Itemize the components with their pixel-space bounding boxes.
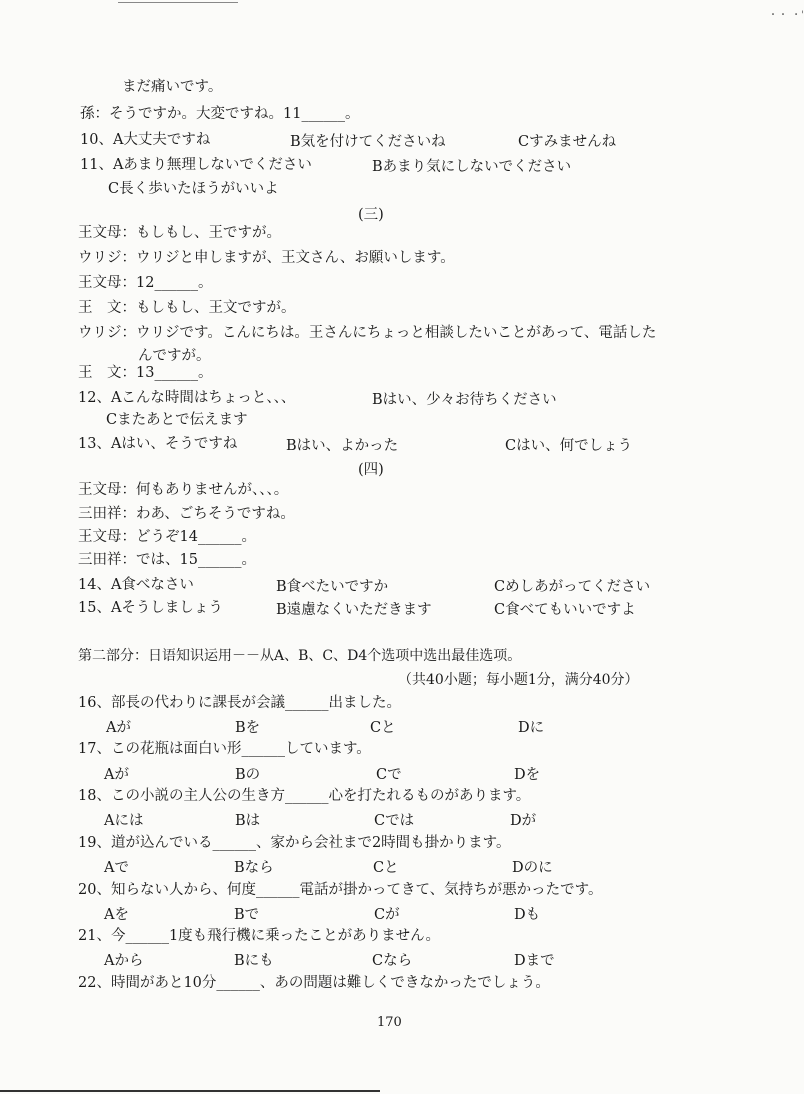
text-line: まだ痛いです。 xyxy=(122,79,223,95)
question-12: 12、Aこんな時間はちょっと、、、 xyxy=(78,390,296,406)
question-20: 20、知らない人から、何度______電話が掛かってきて、気持ちが悪かったです。 xyxy=(78,882,603,898)
question-16: 16、部長の代わりに課長が会議______出ました。 xyxy=(78,695,401,711)
option-12-b: Bはい、少々お待ちください xyxy=(372,392,557,408)
option-21-a: Aから xyxy=(104,953,144,969)
question-13: 13、Aはい、そうですね xyxy=(78,436,238,452)
option-21-d: Dまで xyxy=(514,953,555,969)
option-17-a: Aが xyxy=(104,767,129,783)
text-line: 孫：そうですか。大変ですね。11______。 xyxy=(80,106,360,122)
section-header-4: (四) xyxy=(358,462,384,478)
dialog-line: 王 文：もしもし、王文ですが。 xyxy=(78,300,296,316)
question-14: 14、A食べなさい xyxy=(78,577,194,593)
question-18: 18、この小説の主人公の生き方______心を打たれるものがあります。 xyxy=(78,788,531,804)
dialog-line: 王文母：どうぞ14______。 xyxy=(78,529,256,545)
option-20-b: Bで xyxy=(234,907,260,923)
option-16-d: Dに xyxy=(518,720,545,736)
question-21: 21、今______1度も飛行機に乗ったことがありません。 xyxy=(78,928,441,944)
option-17-b: Bの xyxy=(235,767,261,783)
option-14-c: Cめしあがってください xyxy=(494,579,651,595)
option-16-b: Bを xyxy=(235,720,261,736)
option-13-c: Cはい、何でしょう xyxy=(505,438,633,454)
option-19-d: Dのに xyxy=(512,860,553,876)
option-17-c: Cで xyxy=(376,767,402,783)
option-16-c: Cと xyxy=(370,720,396,736)
option-20-a: Aを xyxy=(104,907,129,923)
option-18-d: Dが xyxy=(510,813,537,829)
option-20-d: Dも xyxy=(514,907,541,923)
question-17: 17、この花瓶は面白い形______しています。 xyxy=(78,741,371,757)
dialog-line: 王文母：何もありませんが、、、。 xyxy=(78,482,289,498)
part-2-scoring: （共40小题；每小题1分，满分40分） xyxy=(398,672,639,688)
option-11-c: C長く歩いたほうがいいよ xyxy=(108,181,279,197)
question-11: 11、Aあまり無理しないでください xyxy=(80,157,312,173)
option-14-b: B食べたいですか xyxy=(276,579,389,595)
dialog-line: 王文母：12______。 xyxy=(78,275,213,291)
option-19-a: Aで xyxy=(104,860,129,876)
dialog-line: ウリジ：ウリジです。こんにちは。王さんにちょっと相談したいことがあって、電話した xyxy=(78,325,657,341)
scan-bottom-rule xyxy=(0,1090,380,1092)
option-21-b: Bにも xyxy=(234,953,274,969)
option-18-b: Bは xyxy=(235,813,261,829)
dialog-line: ウリジ：ウリジと申しますが、王文さん、お願いします。 xyxy=(78,250,455,266)
question-19: 19、道が込んでいる______、家から会社まで2時間も掛かります。 xyxy=(78,835,511,851)
page-number: 170 xyxy=(377,1015,402,1030)
option-20-c: Cが xyxy=(374,907,400,923)
scan-speck: ・・ ・' xyxy=(768,10,804,21)
option-15-b: B遠慮なくいただきます xyxy=(276,602,432,618)
option-21-c: Cなら xyxy=(372,953,413,969)
question-22: 22、時間があと10分______、あの問題は難しくできなかったでしょう。 xyxy=(78,975,550,991)
option-15-c: C食べてもいいですよ xyxy=(494,602,636,618)
dialog-line: 三田祥：わあ、ごちそうですね。 xyxy=(78,506,295,522)
option-18-c: Cでは xyxy=(374,813,415,829)
option-19-b: Bなら xyxy=(234,860,274,876)
question-15: 15、Aそうしましょう xyxy=(78,600,223,616)
question-10: 10、A大丈夫ですね xyxy=(80,132,211,148)
option-18-a: Aには xyxy=(104,813,144,829)
option-11-b: Bあまり気にしないでください xyxy=(372,159,572,175)
option-10-c: Cすみませんね xyxy=(518,134,617,150)
option-10-b: B気を付けてくださいね xyxy=(290,134,446,150)
option-19-c: Cと xyxy=(373,860,399,876)
option-12-c: Cまたあとで伝えます xyxy=(106,412,248,428)
option-16-a: Aが xyxy=(106,720,131,736)
dialog-line: 王 文：13______。 xyxy=(78,365,213,381)
scan-top-rule xyxy=(118,2,238,3)
dialog-line: 三田祥：では、15______。 xyxy=(78,552,256,568)
dialog-line: んですが。 xyxy=(138,348,211,364)
option-13-b: Bはい、よかった xyxy=(286,438,399,454)
part-2-heading: 第二部分：日语知识运用－－从A、B、C、D4个选项中选出最佳选项。 xyxy=(78,648,522,664)
section-header-3: (三) xyxy=(358,207,384,223)
dialog-line: 王文母：もしもし、王ですが。 xyxy=(78,225,281,241)
option-17-d: Dを xyxy=(514,767,541,783)
